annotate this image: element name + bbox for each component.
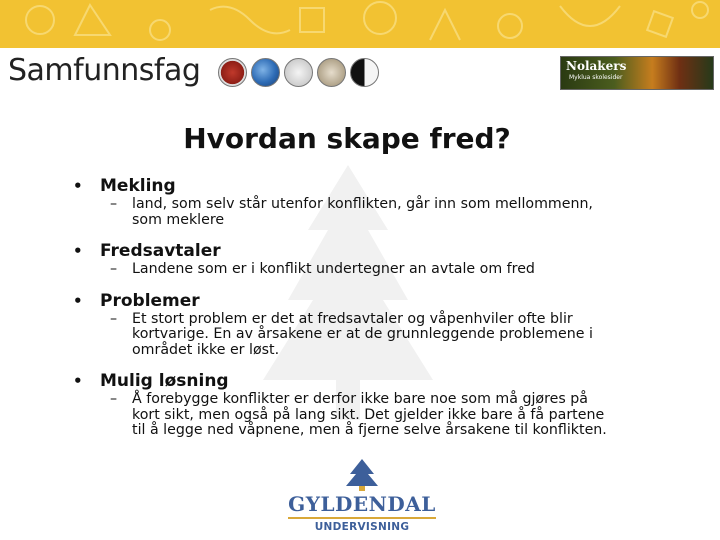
logo-subtitle: UNDERVISNING <box>314 521 410 533</box>
logo-name: GYLDENDAL <box>288 492 436 516</box>
sub-text <box>70 262 690 278</box>
header-band <box>0 0 720 48</box>
item-heading: Fredsavtaler <box>100 241 221 261</box>
banner-title: Nolakers <box>566 59 627 73</box>
bullet-icon: • <box>73 372 83 390</box>
subject-icons <box>218 58 379 88</box>
brand-title: Samfunnsfag <box>8 53 201 88</box>
item-heading: Mekling <box>100 176 176 196</box>
coin-icon[interactable] <box>317 58 346 87</box>
list-item <box>70 290 690 359</box>
dash-icon: – <box>110 310 118 327</box>
bullet-list <box>70 175 690 439</box>
sub-line: Landene som er i konflikt undertegner an avtale om fred <box>132 261 535 277</box>
item-heading: Mulig løsning <box>100 371 229 391</box>
sub-line: kortvarige. En av årsakene er at de grunnleggende problemene i <box>132 326 593 342</box>
sub-line: til å legge ned våpnene, men å fjerne selve årsakene til konflikten. <box>132 422 607 438</box>
sub-line: kort sikt, men også på lang sikt. Det gjelder ikke bare å få partene <box>132 406 605 423</box>
logo-tree-icon <box>288 458 436 492</box>
item-heading: Problemer <box>100 290 200 311</box>
list-item <box>70 370 690 439</box>
logo-divider <box>288 517 436 519</box>
dash-icon: – <box>110 261 118 277</box>
list-item <box>70 240 690 278</box>
slide-title: Hvordan skape fred? <box>183 122 511 155</box>
yin-yang-icon[interactable] <box>350 58 379 87</box>
banner-subtitle: Myklua skolesider <box>569 74 623 81</box>
gyldendal-logo <box>288 458 436 538</box>
sub-text <box>70 312 690 359</box>
nolakers-banner[interactable] <box>560 56 714 90</box>
dash-icon: – <box>110 196 118 212</box>
doodle-pattern <box>0 0 720 48</box>
bullet-icon: • <box>73 177 83 195</box>
bullet-icon: • <box>73 291 83 310</box>
dash-icon: – <box>110 391 118 407</box>
scales-icon[interactable] <box>284 58 313 87</box>
globe-icon[interactable] <box>251 58 280 87</box>
bullet-icon: • <box>73 242 83 260</box>
sub-text <box>70 197 690 228</box>
sub-line: området ikke er løst. <box>132 341 280 358</box>
sub-line: Et stort problem er det at fredsavtaler og våpenhviler ofte blir <box>132 310 573 327</box>
sub-text <box>70 392 690 439</box>
sub-line: land, som selv står utenfor konflikten, går inn som mellommenn, <box>132 196 593 212</box>
sub-line: som meklere <box>132 211 225 228</box>
shield-icon[interactable] <box>218 58 247 87</box>
sub-line: Å forebygge konflikter er derfor ikke bare noe som må gjøres på <box>132 391 588 407</box>
list-item <box>70 175 690 228</box>
